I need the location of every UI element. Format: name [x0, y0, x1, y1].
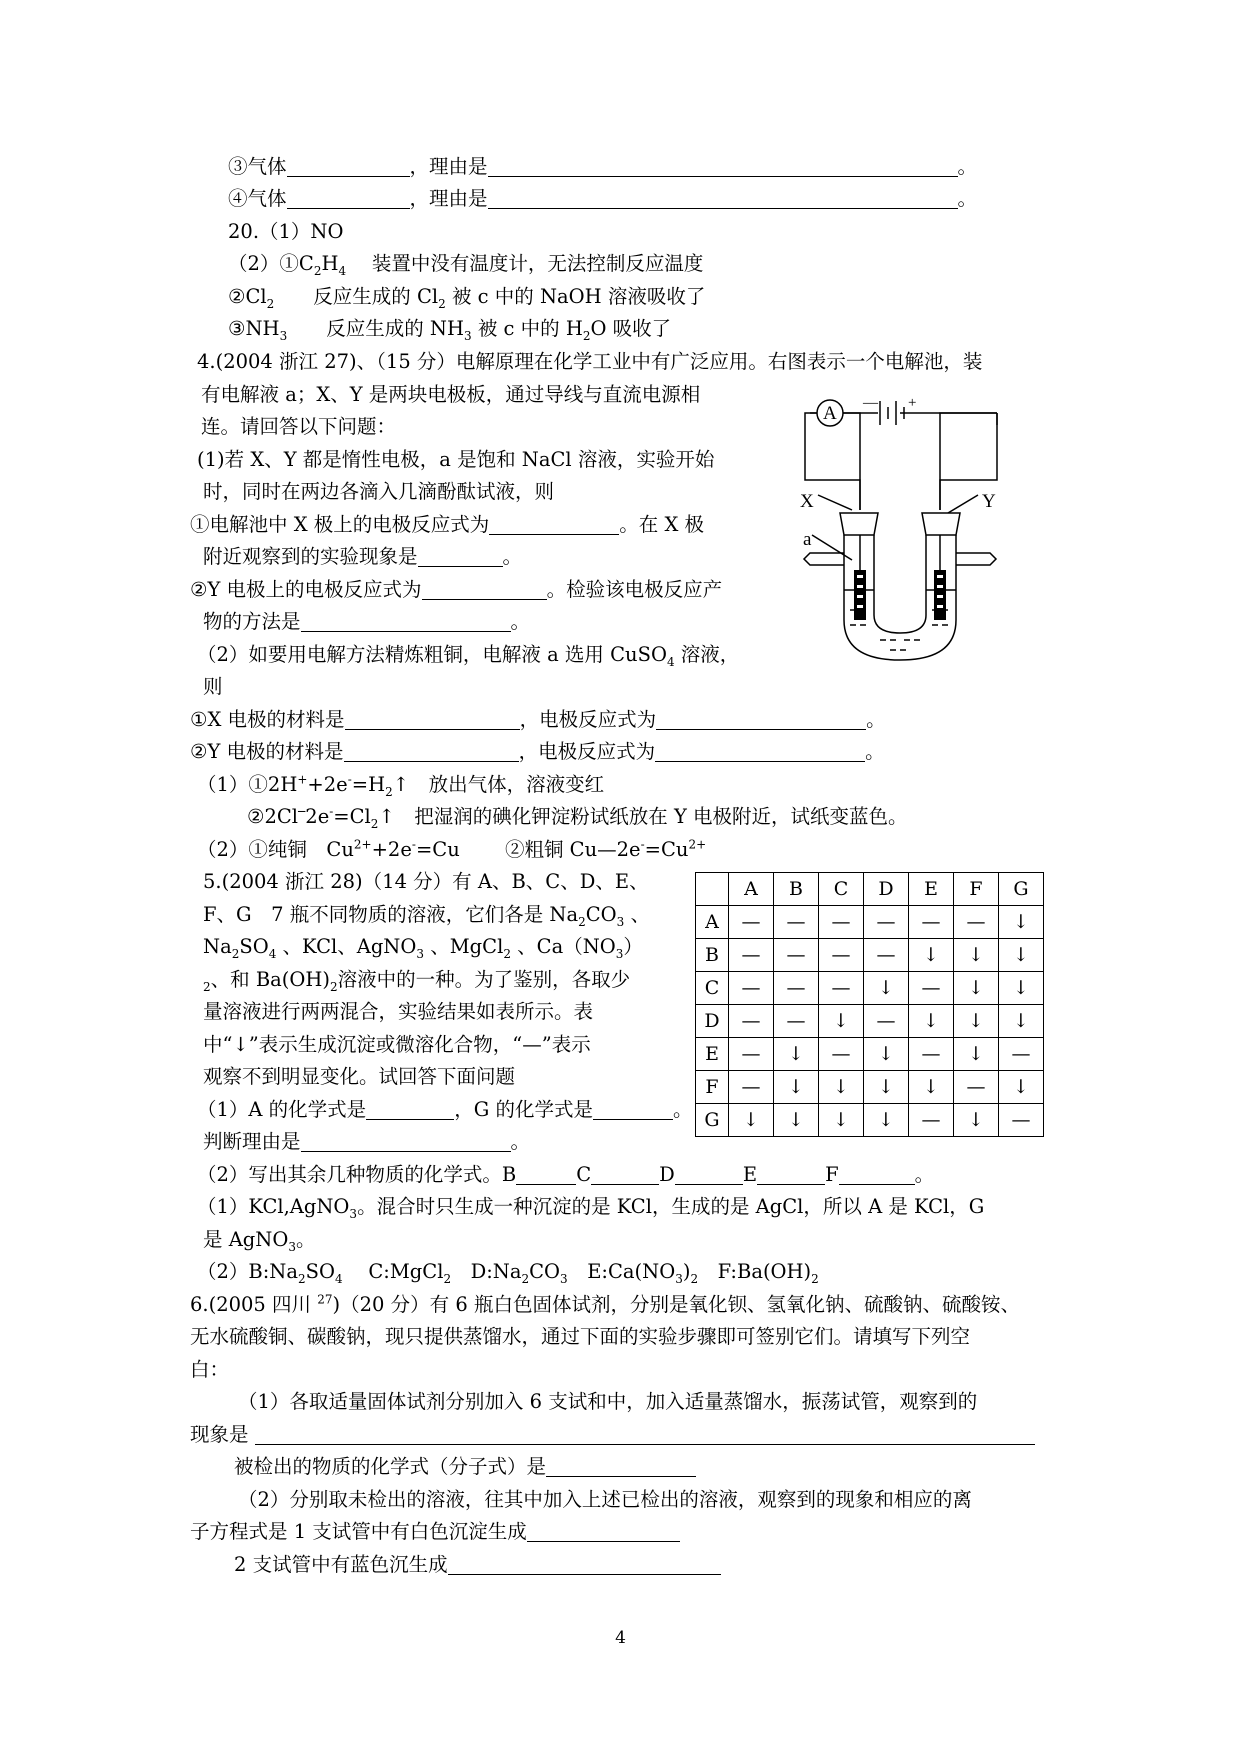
q4-part1-e: ②Y 电极上的电极反应式为 。检验该电极反应产: [190, 578, 723, 601]
table-row: [696, 972, 1044, 1005]
table-cell: —: [819, 1038, 864, 1071]
q6-line-6: 被检出的物质的化学式（分子式）是: [234, 1452, 696, 1482]
q4-part2-d: ②Y 电极的材料是 ，电极反应式为 。: [190, 740, 885, 763]
table-header-cell: C: [819, 873, 864, 906]
table-row: [696, 1038, 1044, 1071]
q6-line-1: 6.(2005 四川 $^{27}$)（20 分）有 6 瓶白色固体试剂，分别是氧化钡、氢氧化钠、硫酸钠、硫酸铵、: [190, 1292, 1020, 1316]
table-header-cell: F: [954, 873, 999, 906]
q5-line-5: 量溶液进行两两混合，实验结果如表所示。表: [203, 1000, 594, 1023]
ammeter-label: A: [823, 403, 837, 424]
table-cell: —: [729, 939, 774, 972]
table-cell: —: [729, 906, 774, 939]
table-cell: ↓: [999, 972, 1044, 1005]
answer-4-line-2: $②2Cl^─2e^-=Cl_2↑$ 把湿润的碘化钾淀粉试纸放在 Y 电极附近，试纸变蓝色。: [247, 804, 908, 831]
table-row-label: D: [696, 1005, 729, 1038]
answer-5-line-3: $(2)B:Na_2SO_4$ C:MgCl$_2$ $D:Na_2CO_3$ $E:Ca(NO_3)_2$ $F:Ba(OH)_2$: [197, 1260, 819, 1286]
left-wire: [843, 413, 860, 510]
table-cell: —: [774, 972, 819, 1005]
table-cell: ↓: [774, 1038, 819, 1071]
q4-intro-3: 连。请回答以下问题：: [201, 415, 397, 438]
table-header-cell: A: [729, 873, 774, 906]
x-electrode-label: X: [800, 491, 814, 512]
answer-20-line-2: $(2)①C_2H_4$ 装置中没有温度计，无法控制反应温度: [228, 252, 704, 278]
q6-line-8: 子方程式是 1 支试管中有白色沉淀生成: [190, 1517, 680, 1547]
table-cell: —: [909, 1038, 954, 1071]
battery-plus-label: +: [908, 395, 917, 411]
table-cell: ↓: [999, 939, 1044, 972]
table-cell: ↓: [819, 1005, 864, 1038]
q4-part1-a: (1)若 X、Y 都是惰性电极，a 是饱和 NaCl 溶液，实验开始: [197, 448, 715, 471]
q5-line-4: $_2$、和 $Ba(OH)_2$溶液中的一种。为了鉴别，各取少: [203, 968, 631, 994]
table-row: [696, 906, 1044, 939]
table-cell: ↓: [864, 972, 909, 1005]
table-cell: ↓: [999, 1005, 1044, 1038]
table-cell: —: [819, 972, 864, 1005]
electrolysis-cell-figure: [800, 385, 1015, 665]
table-cell: ↓: [774, 1071, 819, 1104]
table-row: [696, 1005, 1044, 1038]
table-row-label: E: [696, 1038, 729, 1071]
table-cell: —: [954, 906, 999, 939]
q6-line-5: 现象是: [190, 1420, 1035, 1450]
table-cell: ↓: [954, 1005, 999, 1038]
table-header-cell: E: [909, 873, 954, 906]
q6-line-9: 2 支试管中有蓝色沉生成: [234, 1550, 721, 1580]
table-cell: ↓: [909, 939, 954, 972]
table-cell: ↓: [864, 1071, 909, 1104]
table-cell: ↓: [864, 1038, 909, 1071]
table-row: [696, 939, 1044, 972]
answer-4-line-1: $(1)①2H^++2e^-=H_2↑$ 放出气体，溶液变红: [197, 772, 605, 799]
q4-part1-f: 物的方法是 。: [203, 610, 531, 633]
table-cell: —: [864, 906, 909, 939]
table-header-cell: B: [774, 873, 819, 906]
table-cell: —: [729, 972, 774, 1005]
table-cell: ↓: [954, 972, 999, 1005]
table-header-cell: [696, 873, 729, 906]
table-cell: ↓: [999, 906, 1044, 939]
q6-line-7: （2）分别取未检出的溶液，往其中加入上述已检出的溶液，观察到的现象和相应的离: [238, 1488, 972, 1511]
q4-intro-1: 4.(2004 浙江 27)、（15 分）电解原理在化学工业中有广泛应用。右图表示一个电解池，装: [197, 350, 983, 373]
table-cell: ↓: [999, 1071, 1044, 1104]
electrolyte-label: a: [803, 529, 812, 550]
table-cell: —: [999, 1038, 1044, 1071]
answer-5-line-1: （1）KCl,AgNO$_3$。混合时只生成一种沉淀的是 KCl，生成的是 AgCl，所以 A 是 KCl，G: [197, 1195, 985, 1221]
answer-4-line-3: （2）①纯铜 $Cu^{2+}+2e^-=Cu$ ②粗铜 $Cu—2e^-=Cu^{2+}$: [197, 837, 707, 861]
table-cell: ↓: [864, 1104, 909, 1137]
reaction-table: [695, 872, 1044, 1137]
q5-line-2: F、G 7 瓶不同物质的溶液，它们各是 $Na_2CO_3$ 、: [203, 903, 651, 929]
table-row-label: G: [696, 1104, 729, 1137]
q4-part1-b: 时，同时在两边各滴入几滴酚酞试液，则: [203, 480, 555, 503]
q5-question-1: （1）A 的化学式是 ，G 的化学式是 。: [197, 1098, 693, 1121]
left-stopper: [840, 513, 878, 535]
q5-line-3: $Na_2SO_4$ 、KCl、AgNO$_3$ 、MgCl$_2$ 、$Ca(NO_3)$: [203, 935, 643, 961]
table-cell: ↓: [729, 1104, 774, 1137]
q5-line-7: 观察不到明显变化。试回答下面问题: [203, 1065, 516, 1088]
answer-20-line-1: 20.（1）NO: [228, 220, 344, 243]
q4-part2-b: 则: [203, 675, 223, 698]
table-cell: —: [819, 939, 864, 972]
answer-20-line-3: $②Cl_2$ 反应生成的 $Cl_2$ 被 c 中的 NaOH 溶液吸收了: [228, 285, 706, 311]
table-row-label: F: [696, 1071, 729, 1104]
page-number: 4: [615, 1628, 626, 1648]
table-cell: ↓: [954, 1038, 999, 1071]
table-cell: —: [729, 1005, 774, 1038]
table-cell: ↓: [909, 1071, 954, 1104]
table-cell: —: [999, 1104, 1044, 1137]
table-header-row: [696, 873, 1044, 906]
table-row: [696, 1104, 1044, 1137]
table-cell: —: [909, 906, 954, 939]
answer-20-line-4: $③NH_3$ 反应生成的 $NH_3$ 被 c 中的 $H_2O$ 吸收了: [228, 317, 672, 343]
answer-5-line-2: 是 AgNO$_3$。: [203, 1228, 316, 1254]
q19-line-4: ④气体 ，理由是 。: [228, 187, 978, 210]
left-side-arm: [804, 553, 844, 565]
right-stopper: [922, 513, 960, 535]
q6-line-4: （1）各取适量固体试剂分别加入 6 支试和中，加入适量蒸馏水，振荡试管，观察到的: [238, 1390, 978, 1413]
table-cell: ↓: [819, 1104, 864, 1137]
table-cell: —: [774, 906, 819, 939]
battery-minus-label: —: [863, 395, 878, 411]
q4-part1-c: ①电解池中 X 极上的电极反应式为 。在 X 极: [190, 513, 705, 536]
q4-part2-c: ①X 电极的材料是 ，电极反应式为 。: [190, 708, 886, 731]
y-electrode-label: Y: [982, 491, 996, 512]
table-cell: ↓: [774, 1104, 819, 1137]
q5-question-2: （2）写出其余几种物质的化学式。B C D E F 。: [197, 1163, 935, 1186]
right-side-arm: [956, 553, 996, 565]
table-cell: —: [774, 939, 819, 972]
q5-question-1-reason: 判断理由是 。: [203, 1130, 531, 1153]
table-cell: —: [864, 1005, 909, 1038]
table-cell: —: [864, 939, 909, 972]
table-header-cell: D: [864, 873, 909, 906]
table-row-label: C: [696, 972, 729, 1005]
table-cell: ↓: [819, 1071, 864, 1104]
table-cell: —: [954, 1071, 999, 1104]
table-header-cell: G: [999, 873, 1044, 906]
q5-line-6: 中“↓”表示生成沉淀或微溶化合物，“—”表示: [203, 1033, 591, 1056]
table-cell: —: [729, 1038, 774, 1071]
table-cell: —: [774, 1005, 819, 1038]
q4-intro-2: 有电解液 a；X、Y 是两块电极板，通过导线与直流电源相: [201, 383, 701, 406]
table-cell: —: [909, 1104, 954, 1137]
reaction-table-wrapper: [695, 872, 1084, 1131]
table-cell: ↓: [954, 939, 999, 972]
table-row: [696, 1071, 1044, 1104]
q6-line-3: 白：: [190, 1358, 230, 1381]
table-cell: —: [729, 1071, 774, 1104]
q6-line-2: 无水硫酸铜、碳酸钠，现只提供蒸馏水，通过下面的实验步骤即可签别它们。请填写下列空: [190, 1325, 971, 1348]
q4-part1-d: 附近观察到的实验现象是 。: [203, 545, 523, 568]
table-cell: ↓: [954, 1104, 999, 1137]
table-cell: ↓: [909, 1005, 954, 1038]
table-cell: —: [909, 972, 954, 1005]
q19-line-3: ③气体 ，理由是 。: [228, 155, 978, 178]
q4-part2-a: （2）如要用电解方法精炼粗铜，电解液 a 选用 CuSO$_4$ 溶液，: [197, 643, 740, 669]
table-row-label: B: [696, 939, 729, 972]
table-row-label: A: [696, 906, 729, 939]
q5-line-1: 5.(2004 浙江 28)（14 分）有 A、B、C、D、E、: [203, 870, 649, 893]
table-cell: —: [819, 906, 864, 939]
